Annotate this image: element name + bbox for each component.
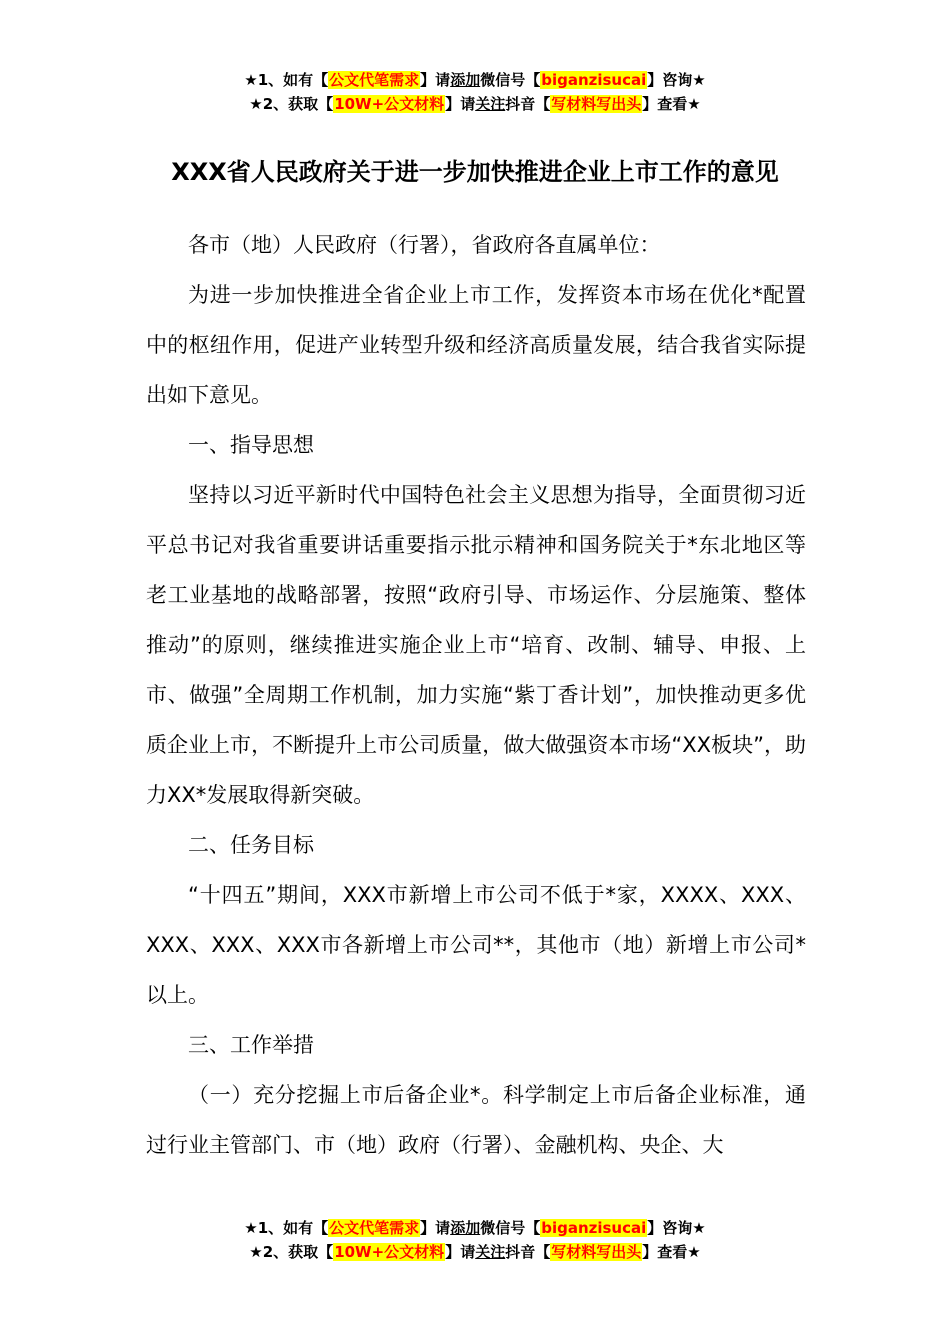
promo-text: 】请	[445, 95, 476, 113]
promo-highlight: biganzisucai	[541, 1219, 647, 1237]
promo-text: 】咨询★	[647, 71, 706, 89]
promo-text: 微信号【	[480, 71, 541, 89]
promo-underline: 添加	[450, 71, 481, 89]
promo-text: 】请	[420, 71, 451, 89]
document-title: XXX省人民政府关于进一步加快推进企业上市工作的意见	[171, 158, 779, 186]
promo-highlight: 公文代笔需求	[329, 71, 420, 89]
promo-text: 】请	[445, 1243, 476, 1261]
promo-line-1	[0, 68, 950, 92]
promo-banner-top	[0, 68, 950, 116]
promo-text: 抖音【	[505, 1243, 551, 1261]
promo-underline: 关注	[475, 95, 506, 113]
promo-underline: 添加	[450, 1219, 481, 1237]
promo-text: ★1、如有【	[244, 71, 329, 89]
promo-line-1	[0, 1216, 950, 1240]
section-1-paragraph: 坚持以习近平新时代中国特色社会主义思想为指导，全面贯彻习近平总书记对我省重要讲话重要指示批示精神和国务院关于*东北地区等老工业基地的战略部署，按照“政府引导、市场运作、分层施策、整体推动”的原则，继续推进实施企业上市“培育、改制、辅导、申报、上市、做强”全周期工作机制，加力实施“紫丁香计划”，加快推动更多优质企业上市，不断提升上市公司质量，做大做强资本市场“XX板块”，助力XX*发展取得新突破。	[146, 483, 806, 807]
promo-text: ★1、如有【	[244, 1219, 329, 1237]
promo-banner-bottom	[0, 1216, 950, 1264]
promo-underline: 关注	[475, 1243, 506, 1261]
promo-highlight: 写材料写出头	[551, 1243, 642, 1261]
section-3-paragraph: （一）充分挖掘上市后备企业*。科学制定上市后备企业标准，通过行业主管部门、市（地）政府（行署）、金融机构、央企、大	[146, 1083, 806, 1157]
document-body	[146, 220, 806, 1170]
promo-text: 】查看★	[642, 95, 701, 113]
promo-highlight: 10W+公文材料	[334, 1243, 445, 1261]
section-3-heading: 三、工作举措	[188, 1033, 314, 1057]
promo-text: 】查看★	[642, 1243, 701, 1261]
promo-highlight: 公文代笔需求	[329, 1219, 420, 1237]
promo-text: ★2、获取【	[249, 95, 334, 113]
section-2-paragraph: “十四五”期间，XXX市新增上市公司不低于*家，XXXX、XXX、XXX、XXX、XXX市各新增上市公司**，其他市（地）新增上市公司*以上。	[146, 883, 806, 1007]
promo-highlight: biganzisucai	[541, 71, 647, 89]
promo-line-2	[0, 92, 950, 116]
promo-text: 微信号【	[480, 1219, 541, 1237]
promo-line-2	[0, 1240, 950, 1264]
promo-highlight: 写材料写出头	[551, 95, 642, 113]
promo-text: 】请	[420, 1219, 451, 1237]
promo-text: 】咨询★	[647, 1219, 706, 1237]
promo-text: ★2、获取【	[249, 1243, 334, 1261]
intro-paragraph: 为进一步加快推进全省企业上市工作，发挥资本市场在优化*配置中的枢纽作用，促进产业转型升级和经济高质量发展，结合我省实际提出如下意见。	[146, 283, 806, 407]
section-1-heading: 一、指导思想	[188, 433, 314, 457]
promo-text: 抖音【	[505, 95, 551, 113]
promo-highlight: 10W+公文材料	[334, 95, 445, 113]
salutation: 各市（地）人民政府（行署），省政府各直属单位：	[188, 233, 661, 257]
section-2-heading: 二、任务目标	[188, 833, 314, 857]
